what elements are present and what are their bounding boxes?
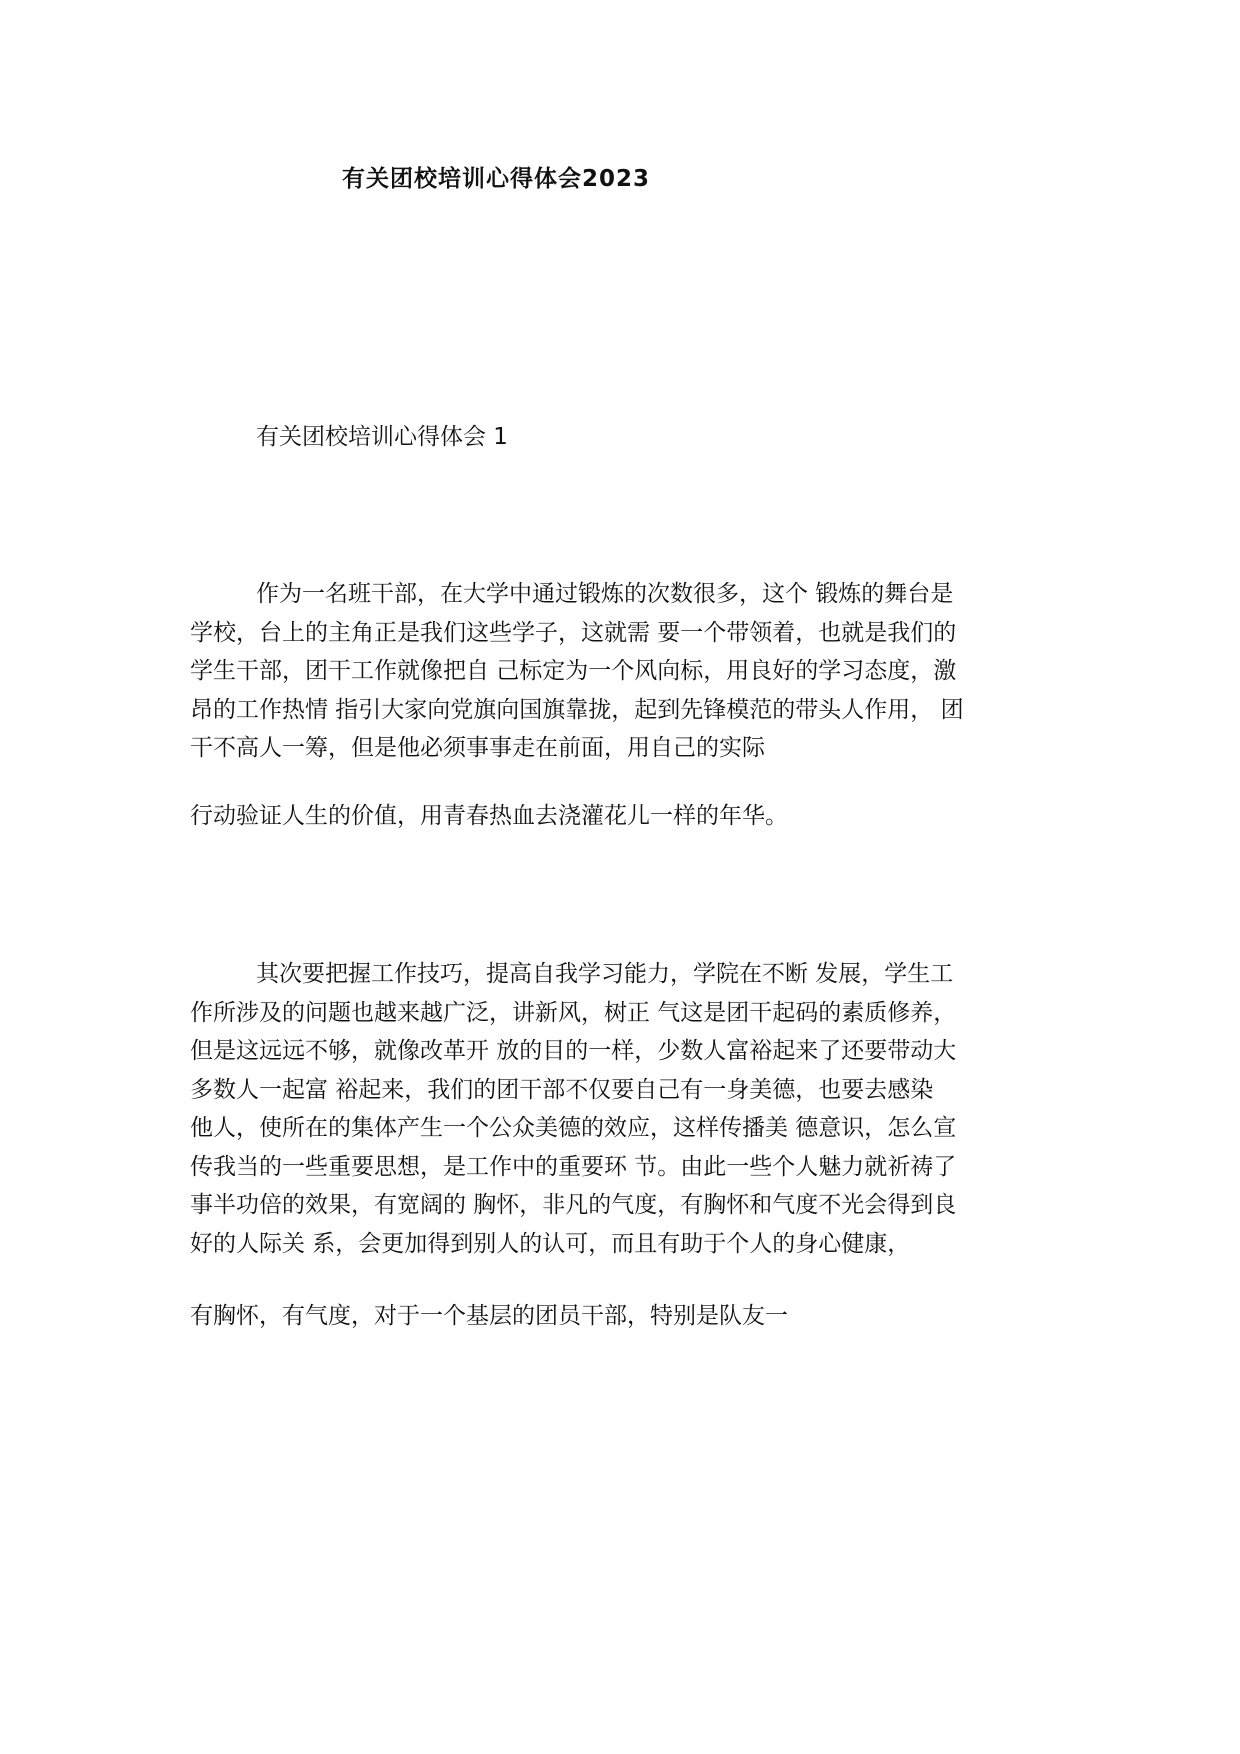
paragraph-line: 传我当的一些重要思想，是工作中的重要环 节。由此一些个人魅力就祈祷了 bbox=[190, 1153, 957, 1180]
document-title: 有关团校培训心得体会2023 bbox=[342, 166, 651, 192]
paragraph-line: 作为一名班干部，在大学中通过锻炼的次数很多，这个 锻炼的舞台是 bbox=[256, 581, 954, 607]
paragraph-2-continuation bbox=[190, 1297, 1070, 1336]
paragraph-line: 行动验证人生的价值，用青春热血去浇灌花儿一样的年华。 bbox=[190, 803, 788, 829]
paragraph-1-continuation bbox=[190, 797, 1070, 836]
paragraph-line: 其次要把握工作技巧，提高自我学习能力，学院在不断 发展，学生工 bbox=[256, 961, 954, 987]
paragraph-line: 多数人一起富 裕起来，我们的团干部不仅要自己有一身美德，也要去感染 bbox=[190, 1076, 934, 1103]
paragraph-line: 但是这远远不够，就像改革开 放的目的一样，少数人富裕起来了还要带动大 bbox=[190, 1038, 957, 1064]
paragraph-1 bbox=[190, 575, 1070, 768]
paragraph-line: 干不高人一筹，但是他必须事事走在前面，用自己的实际 bbox=[190, 735, 765, 761]
paragraph-line: 学生干部，团干工作就像把自 己标定为一个风向标，用良好的学习态度，激 bbox=[190, 658, 957, 684]
paragraph-line: 事半功倍的效果，有宽阔的 胸怀，非凡的气度，有胸怀和气度不光会得到良 bbox=[190, 1192, 957, 1218]
paragraph-line: 好的人际关 系，会更加得到别人的认可，而且有助于个人的身心健康， bbox=[190, 1230, 911, 1257]
paragraph-line: 他人，使所在的集体产生一个公众美德的效应，这样传播美 德意识，怎么宣 bbox=[190, 1115, 957, 1141]
paragraph-line: 学校，台上的主角正是我们这些学子，这就需 要一个带领着，也就是我们的 bbox=[190, 619, 957, 646]
section-title: 有关团校培训心得体会 1 bbox=[256, 424, 508, 450]
paragraph-line: 作所涉及的问题也越来越广泛，讲新风，树正 气这是团干起码的素质修养， bbox=[190, 999, 957, 1026]
paragraph-line: 有胸怀，有气度，对于一个基层的团员干部，特别是队友一 bbox=[190, 1303, 788, 1329]
paragraph-2 bbox=[190, 955, 1070, 1263]
paragraph-line: 昂的工作热情 指引大家向党旗向国旗靠拢，起到先锋模范的带头人作用， 团 bbox=[190, 696, 964, 723]
